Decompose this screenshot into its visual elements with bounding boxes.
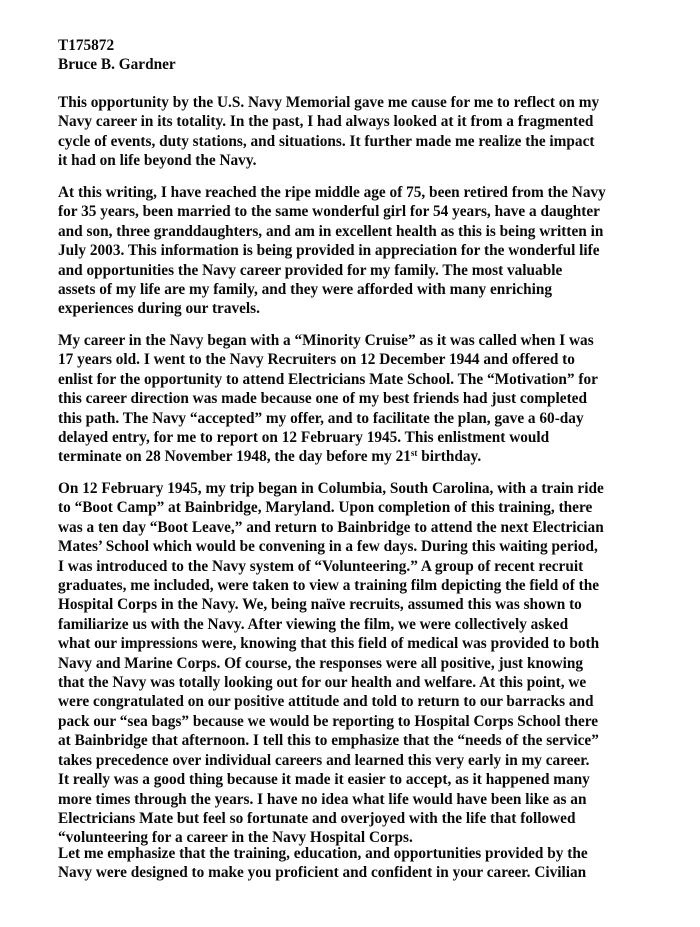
text-line: this path. The Navy “accepted” my offer, and to facilitate the plan, gave a 60-day: [58, 409, 584, 427]
text-line: and opportunities the Navy career provided for my family. The most valuable: [58, 261, 563, 279]
text-line: that the Navy was totally looking out for our health and welfare. At this point, we: [58, 674, 587, 692]
text-line: I was introduced to the Navy system of “Volunteering.” A group of recent recruit: [58, 557, 584, 575]
text-line: was a ten day “Boot Leave,” and return to Bainbridge to attend the next Electrician: [58, 518, 604, 536]
text-line: It really was a good thing because it made it easier to accept, as it happened many: [58, 771, 590, 789]
text-line: delayed entry, for me to report on 12 February 1945. This enlistment would: [58, 429, 550, 447]
ordinal-suffix: st: [410, 448, 418, 459]
paragraph-reflection: [58, 93, 599, 171]
text-line: were congratulated on our positive attitude and told to return to our barracks and: [58, 693, 594, 711]
text-line: what our impressions were, knowing that this field of medical was provided to both: [58, 635, 600, 653]
text-line: experiences during our travels.: [58, 300, 260, 318]
text-line: “volunteering for a career in the Navy Hospital Corps.: [58, 829, 413, 847]
text-line: Navy career in its totality. In the past, I had always looked at it from a fragmented: [58, 113, 594, 131]
text-line: [58, 447, 598, 466]
text-line: cycle of events, duty stations, and situations. It further made me realize the impact: [58, 132, 595, 150]
paragraph-boot-camp: [58, 479, 604, 848]
paragraph-background: [58, 183, 606, 319]
text-line: 17 years old. I went to the Navy Recruiters on 12 December 1944 and offered to: [58, 351, 575, 369]
text-line: enlist for the opportunity to attend Electricians Mate School. The “Motivation” for: [58, 370, 598, 388]
document-id: T175872: [58, 37, 115, 54]
text-line: pack our “sea bags” because we would be reporting to Hospital Corps School there: [58, 712, 599, 730]
author-name: Bruce B. Gardner: [58, 56, 176, 74]
text-line: On 12 February 1945, my trip began in Columbia, South Carolina, with a train ride: [58, 480, 604, 497]
text-line: July 2003. This information is being provided in appreciation for the wonderful life: [58, 242, 600, 260]
text-line: At this writing, I have reached the ripe middle age of 75, been retired from the Navy: [58, 184, 606, 201]
text-line: takes precedence over individual careers and learned this very early in my career.: [58, 751, 590, 769]
text-line: Hospital Corps in the Navy. We, being naïve recruits, assumed this was shown to: [58, 596, 582, 614]
text-line: Mates’ School which would be convening in a few days. During this waiting period,: [58, 538, 598, 556]
text-line: assets of my life are my family, and they were afforded with many enriching: [58, 281, 552, 299]
text-line: Electricians Mate but feel so fortunate and overjoyed with the life that followed: [58, 809, 576, 827]
text-line: this career direction was made because one of my best friends had just completed: [58, 390, 587, 408]
text-line: to “Boot Camp” at Bainbridge, Maryland. Upon completion of this training, there: [58, 499, 593, 517]
text-line: graduates, me included, were taken to view a training film depicting the field of the: [58, 577, 600, 595]
text-line: and son, three granddaughters, and am in excellent health as this is being written in: [58, 222, 604, 240]
text-line: more times through the years. I have no idea what life would have been like as an: [58, 790, 587, 808]
text-line: for 35 years, been married to the same wonderful girl for 54 years, have a daughter: [58, 203, 600, 221]
text-line: Navy and Marine Corps. Of course, the responses were all positive, just knowing: [58, 654, 584, 672]
text-line: Navy were designed to make you proficient and confident in your career. Civilian: [58, 864, 587, 882]
text-line: This opportunity by the U.S. Navy Memorial gave me cause for me to reflect on my: [58, 94, 600, 111]
text-line: Let me emphasize that the training, education, and opportunities provided by the: [58, 845, 588, 862]
paragraph-training: [58, 844, 588, 883]
paragraph-enlistment: [58, 331, 598, 467]
text-line: at Bainbridge that afternoon. I tell this to emphasize that the “needs of the service”: [58, 732, 599, 750]
text-line: familiarize us with the Navy. After viewing the film, we were collectively asked: [58, 615, 569, 633]
document-header: [58, 36, 176, 75]
text-line: My career in the Navy began with a “Minority Cruise” as it was called when I was: [58, 332, 594, 349]
text-fragment: birthday.: [417, 448, 482, 466]
text-fragment: terminate on 28 November 1948, the day before my 21: [58, 448, 411, 466]
text-line: it had on life beyond the Navy.: [58, 152, 257, 170]
